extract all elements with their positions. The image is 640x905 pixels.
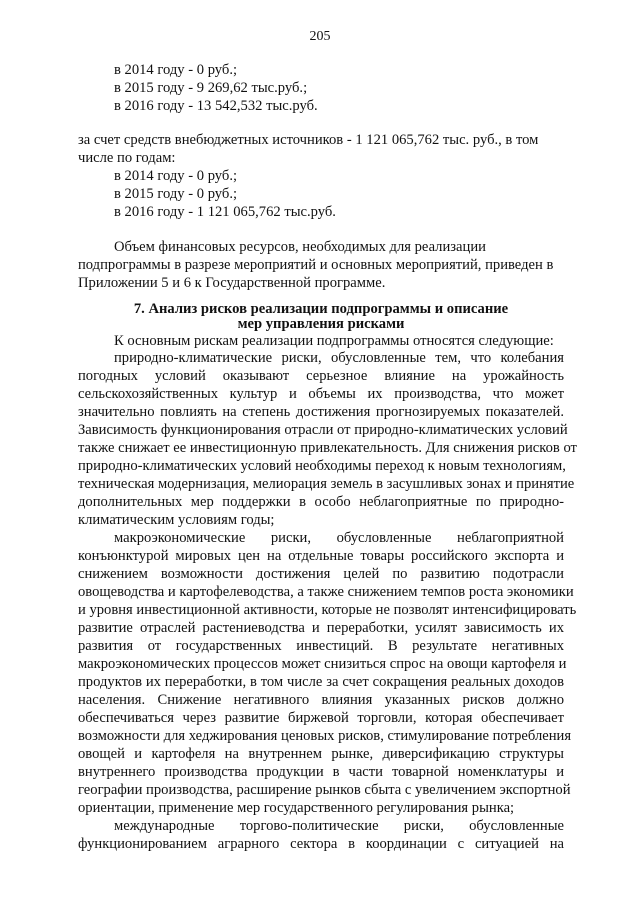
body-line: природно-климатических условий необходимы переход к новым технологиям,: [78, 458, 566, 474]
body-line: природно-климатические риски, обусловленные тем, что колебания: [114, 350, 564, 366]
body-line: К основным рискам реализации подпрограммы относятся следующие:: [114, 333, 554, 349]
body-line: конъюнктурой мировых цен на отдельные товары российского экспорта и: [78, 548, 564, 564]
body-line: макроэкономических процессов может снизиться спрос на овощи картофеля и: [78, 656, 567, 672]
body-line: овощей и картофеля на внутреннем рынке, диверсификацию структуры: [78, 746, 564, 762]
body-line: сельскохозяйственных культур и объемы их производства, что может: [78, 386, 564, 402]
body-line: также снижает ее инвестиционную привлекательность. Для снижения рисков от: [78, 440, 577, 456]
body-line: снижением возможности достижения целей по развитию подотрасли: [78, 566, 564, 582]
funding-line: в 2015 году - 9 269,62 тыс.руб.;: [114, 80, 308, 96]
funding-line: в 2016 году - 13 542,532 тыс.руб.: [114, 98, 318, 114]
page-number: 205: [309, 29, 331, 44]
body-line: развитие отраслей растениеводства и переработки, усилят зависимость их: [78, 620, 564, 636]
extrabudget-intro-line: за счет средств внебюджетных источников - 1 121 065,762 тыс. руб., в том: [78, 132, 539, 148]
body-line: значительно повлиять на степень достижения прогнозируемых показателей.: [78, 404, 564, 420]
body-line: внутреннего производства продукции в части товарной номенклатуры и: [78, 764, 564, 780]
body-line: дополнительных мер поддержки в особо неблагоприятные по природно-: [78, 494, 564, 510]
body-line: и уровня инвестиционной активности, которые не позволят интенсифицировать: [78, 602, 577, 618]
extrabudget-intro-line: числе по годам:: [78, 150, 176, 166]
section-heading: мер управления рисками: [237, 316, 405, 332]
body-line: ориентации, применение мер государственного регулирования рынка;: [78, 800, 515, 816]
body-line: макроэкономические риски, обусловленные неблагоприятной: [114, 530, 564, 546]
extrabudget-year-line: в 2015 году - 0 руб.;: [114, 186, 238, 202]
body-line: международные торгово-политические риски, обусловленные: [114, 818, 564, 834]
volume-paragraph-line: подпрограммы в разрезе мероприятий и основных мероприятий, приведен в: [78, 257, 554, 273]
body-line: возможности для хеджирования ценовых рисков, стимулирование потребления: [78, 728, 572, 744]
body-line: погодных условий оказывают серьезное влияние на урожайность: [78, 368, 564, 384]
body-line: функционированием аграрного сектора в координации с ситуацией на: [78, 836, 564, 852]
body-line: обеспечиваться через развитие биржевой торговли, которая обеспечивает: [78, 710, 564, 726]
body-line: Зависимость функционирования отрасли от природно-климатических условий: [78, 422, 568, 438]
body-line: продуктов их переработки, в том числе за счет сокращения реальных доходов: [78, 674, 564, 690]
extrabudget-year-line: в 2016 году - 1 121 065,762 тыс.руб.: [114, 204, 336, 220]
volume-paragraph-line: Объем финансовых ресурсов, необходимых для реализации: [114, 239, 486, 255]
section-heading: 7. Анализ рисков реализации подпрограммы и описание: [133, 301, 509, 317]
volume-paragraph-line: Приложении 5 и 6 к Государственной программе.: [78, 275, 386, 291]
body-line: овощеводства и картофелеводства, а также снижением темпов роста экономики: [78, 584, 574, 600]
body-line: населения. Снижение негативного влияния указанных рисков должно: [78, 692, 564, 708]
body-line: развития от государственных инвестиций. В результате негативных: [78, 638, 564, 654]
body-line: техническая модернизация, мелиорация земель в засушливых зонах и принятие: [78, 476, 575, 492]
body-line: географии производства, расширение рынков сбыта с увеличением экспортной: [78, 782, 571, 798]
funding-line: в 2014 году - 0 руб.;: [114, 62, 238, 78]
body-line: климатическим условиям годы;: [78, 512, 275, 528]
extrabudget-year-line: в 2014 году - 0 руб.;: [114, 168, 238, 184]
